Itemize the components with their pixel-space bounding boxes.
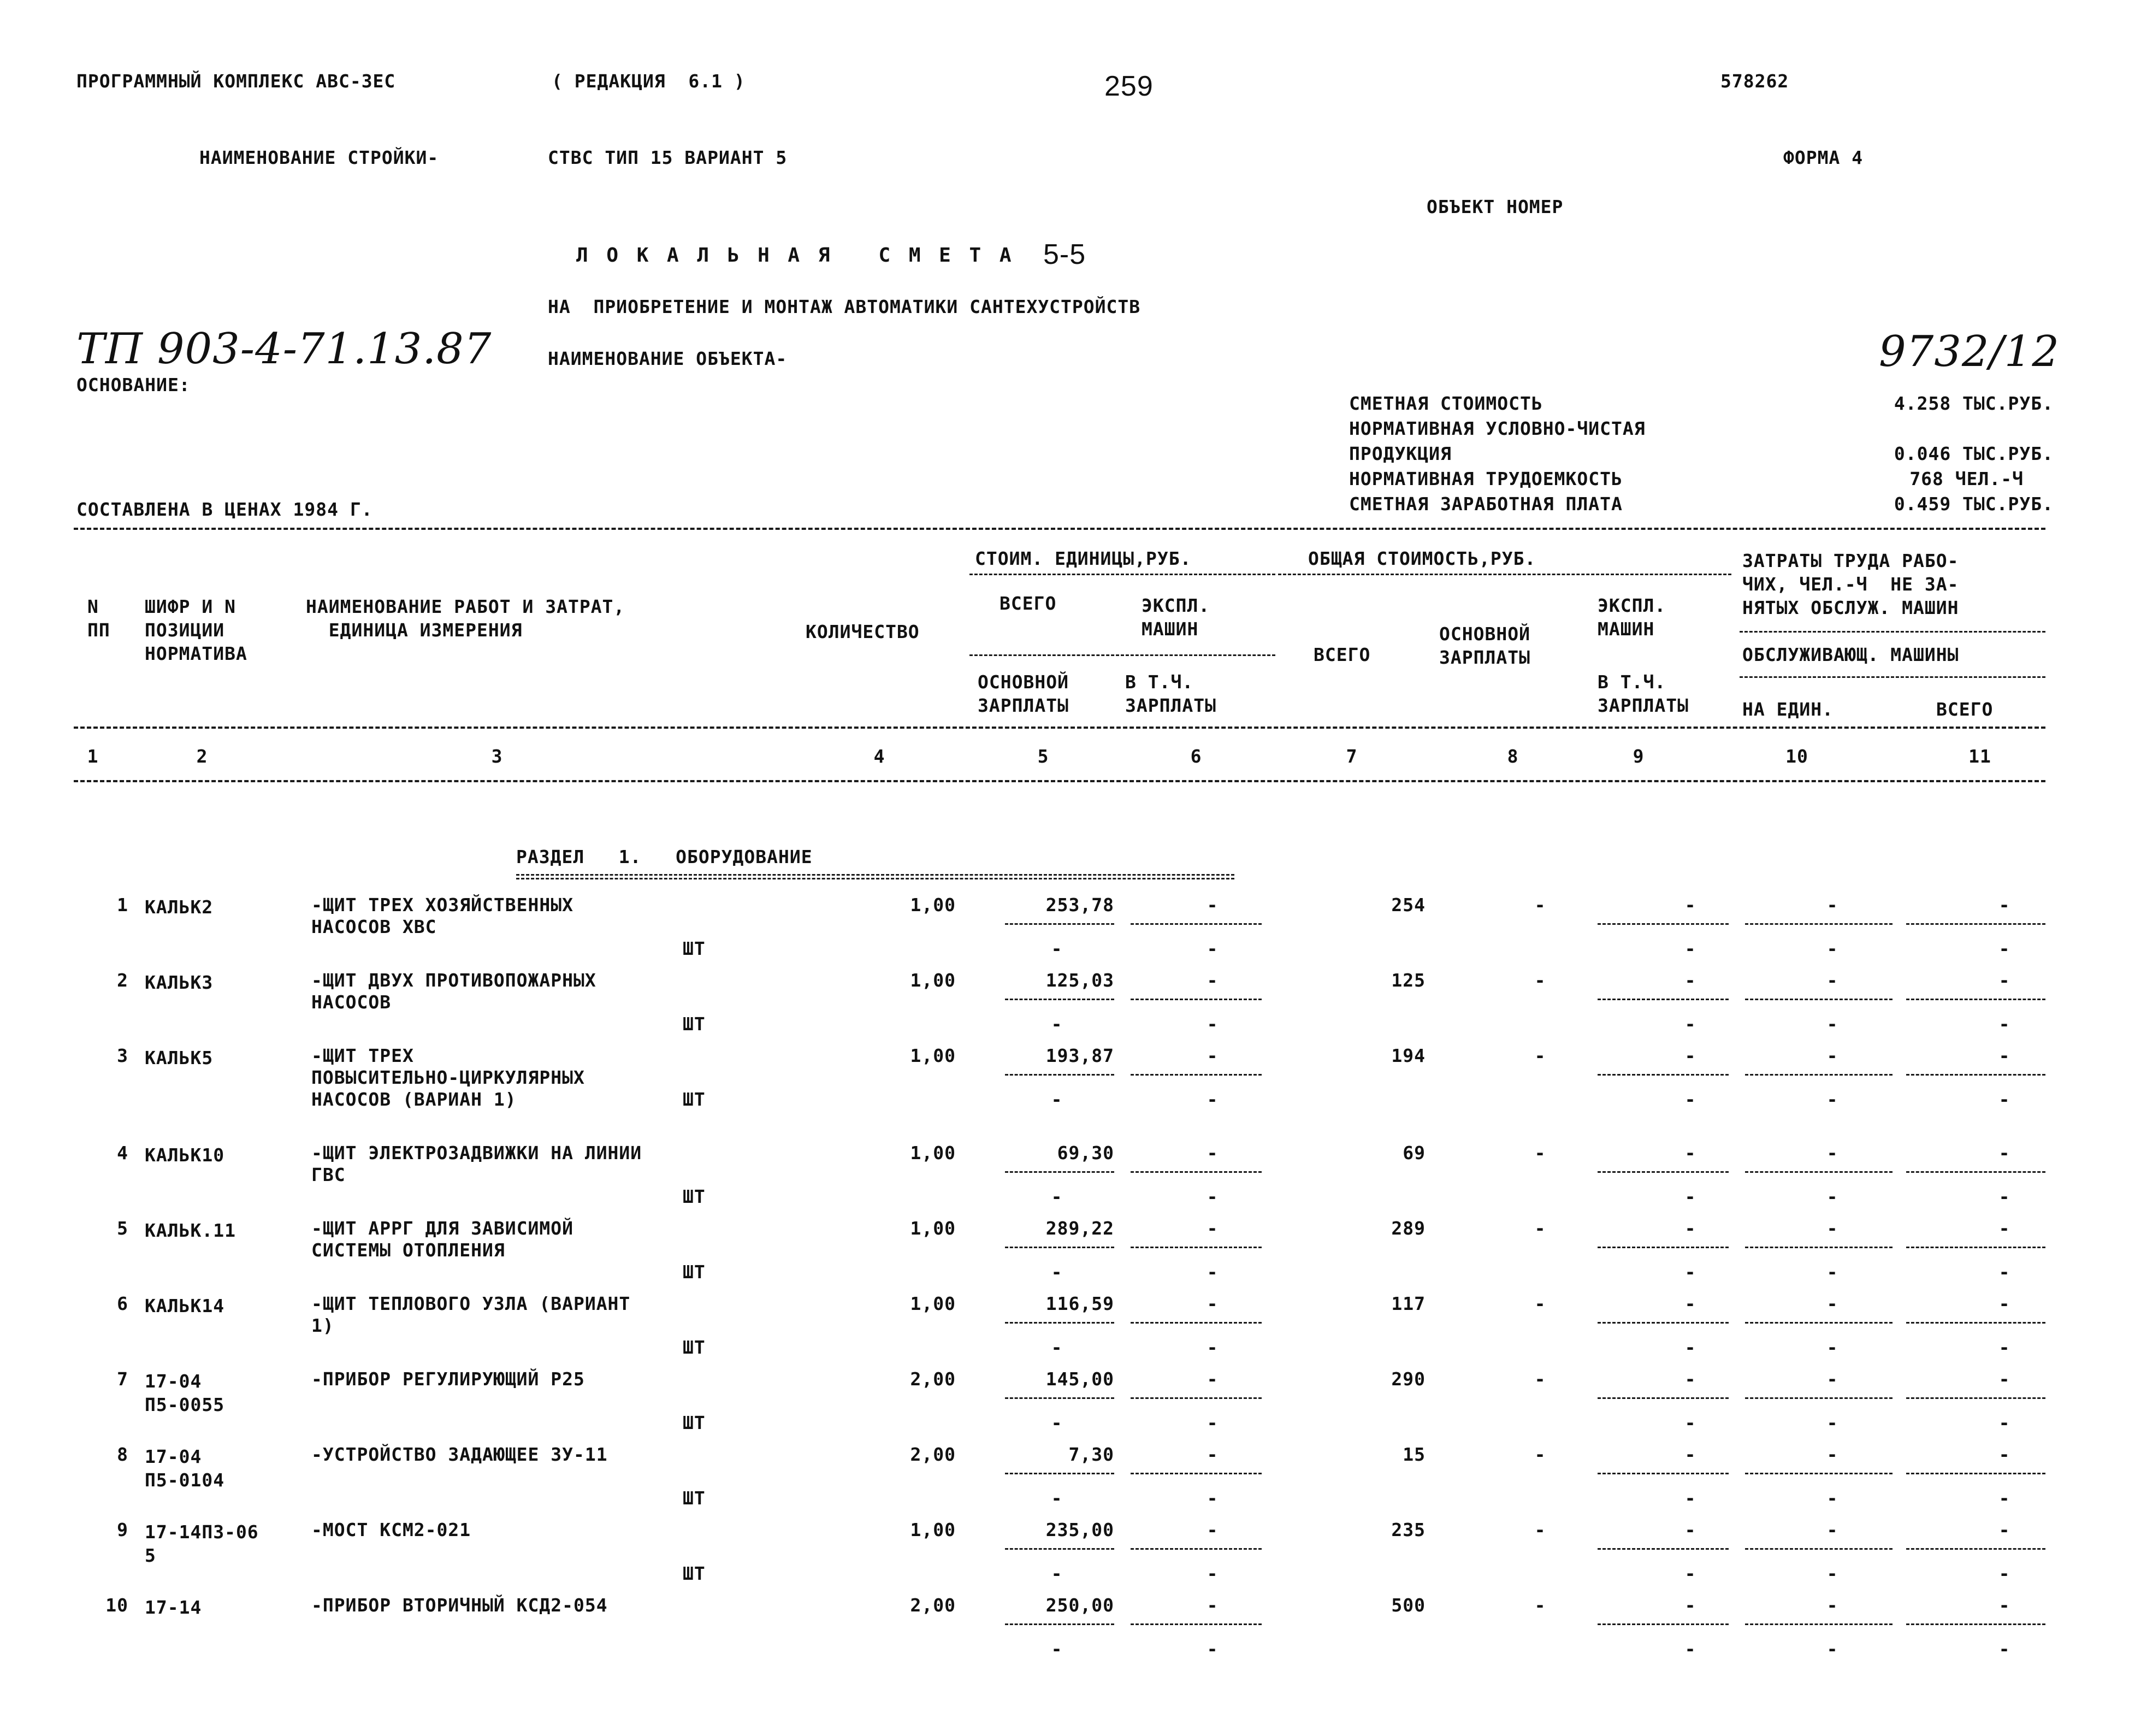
header-labor-per-unit: НА ЕДИН. xyxy=(1742,699,1834,720)
column-number: 7 xyxy=(1346,746,1358,767)
row-total-machines: - xyxy=(1684,1142,1696,1164)
row-rule xyxy=(1131,999,1262,1000)
header-mid-rule xyxy=(74,727,2045,729)
row-code: 17-04 П5-0104 xyxy=(145,1446,225,1491)
document-code: 578262 xyxy=(1720,70,1789,92)
row-unit-machines: - xyxy=(1207,1142,1219,1164)
row-number: 10 xyxy=(105,1595,128,1616)
row-machine-per-unit: - xyxy=(1826,1412,1838,1433)
rule xyxy=(969,574,1275,575)
row-incl-wage: - xyxy=(1684,1013,1696,1035)
row-unit: ШТ xyxy=(683,1487,706,1509)
row-rule xyxy=(1598,999,1729,1000)
page-number: 259 xyxy=(1104,70,1154,102)
column-number: 5 xyxy=(1037,746,1049,767)
row-unit-wage: - xyxy=(1051,1337,1063,1358)
row-unit-price: 235,00 xyxy=(1045,1519,1114,1540)
row-total-wage: - xyxy=(1534,894,1546,916)
row-machine-total: - xyxy=(1998,1186,2010,1207)
row-machine-total: - xyxy=(1998,1412,2010,1433)
summary-value: 4.258 ТЫС.РУБ. xyxy=(1894,393,2054,414)
row-unit: ШТ xyxy=(683,1337,706,1358)
row-labor-per-unit: - xyxy=(1826,1519,1838,1540)
row-labor-per-unit: - xyxy=(1826,1293,1838,1314)
row-unit-machines: - xyxy=(1207,894,1219,916)
column-number: 3 xyxy=(491,746,503,767)
row-rule xyxy=(1598,1623,1729,1625)
row-rule xyxy=(1745,999,1893,1000)
row-name-line: -ЩИТ АРРГ ДЛЯ ЗАВИСИМОЙ xyxy=(311,1218,573,1239)
construction-value: СТВС ТИП 15 ВАРИАНТ 5 xyxy=(548,147,788,168)
row-number: 9 xyxy=(117,1519,128,1540)
header-total-incl-wage: В Т.Ч. ЗАРПЛАТЫ xyxy=(1598,671,1689,716)
row-number: 6 xyxy=(117,1293,128,1314)
row-rule xyxy=(1131,1247,1262,1248)
row-total: 69 xyxy=(1403,1142,1426,1164)
row-rule xyxy=(1598,1397,1729,1399)
row-machine-per-unit: - xyxy=(1826,1089,1838,1110)
row-name-line: -ЩИТ ЭЛЕКТРОЗАДВИЖКИ НА ЛИНИИ xyxy=(311,1142,642,1164)
row-rule xyxy=(1598,1074,1729,1076)
row-quantity: 2,00 xyxy=(910,1444,956,1465)
row-unit: ШТ xyxy=(683,1563,706,1584)
column-number: 2 xyxy=(196,746,208,767)
row-unit-machines: - xyxy=(1207,1519,1219,1540)
row-rule xyxy=(1906,1247,2045,1248)
row-unit-wage: - xyxy=(1051,1412,1063,1433)
row-unit-incl-wage: - xyxy=(1207,1089,1219,1110)
header-total-base-wage: ОСНОВНОЙ ЗАРПЛАТЫ xyxy=(1439,623,1530,668)
handwritten-archive-number: 9732/12 xyxy=(1879,327,2060,376)
row-name-line: 1) xyxy=(311,1315,334,1336)
row-quantity: 1,00 xyxy=(910,1218,956,1239)
row-rule xyxy=(1005,1074,1114,1076)
row-name-line: ПОВЫСИТЕЛЬНО-ЦИРКУЛЯРНЫХ xyxy=(311,1067,585,1088)
row-rule xyxy=(1598,1171,1729,1173)
row-unit-wage: - xyxy=(1051,1487,1063,1509)
rule xyxy=(1740,676,2045,678)
row-rule xyxy=(1131,923,1262,925)
row-total: 194 xyxy=(1391,1045,1426,1066)
prices-note: СОСТАВЛЕНА В ЦЕНАХ 1984 Г. xyxy=(76,499,373,520)
row-unit-incl-wage: - xyxy=(1207,1638,1219,1660)
row-total: 290 xyxy=(1391,1368,1426,1390)
row-quantity: 2,00 xyxy=(910,1368,956,1390)
row-total: 289 xyxy=(1391,1218,1426,1239)
header-col-name: НАИМЕНОВАНИЕ РАБОТ И ЗАТРАТ, ЕДИНИЦА ИЗМЕРЕНИЯ xyxy=(306,596,625,641)
row-incl-wage: - xyxy=(1684,1563,1696,1584)
header-labor-group: ЗАТРАТЫ ТРУДА РАБО- ЧИХ, ЧЕЛ.-Ч НЕ ЗА- НЯТЫХ ОБСЛУЖ. МАШИН xyxy=(1742,550,1959,618)
header-bottom-rule xyxy=(74,780,2045,782)
row-total-machines: - xyxy=(1684,894,1696,916)
object-number-label: ОБЪЕКТ НОМЕР xyxy=(1427,196,1564,217)
column-number: 6 xyxy=(1190,746,1202,767)
row-rule xyxy=(1745,1074,1893,1076)
row-rule xyxy=(1598,1473,1729,1474)
row-total: 500 xyxy=(1391,1595,1426,1616)
summary-value: 0.046 ТЫС.РУБ. xyxy=(1894,443,2054,464)
row-name-line: НАСОСОВ ХВС xyxy=(311,916,437,937)
row-labor-per-unit: - xyxy=(1826,1595,1838,1616)
row-labor-total: - xyxy=(1998,1444,2010,1465)
summary-label: НОРМАТИВНАЯ ТРУДОЕМКОСТЬ xyxy=(1349,468,1623,489)
row-total: 235 xyxy=(1391,1519,1426,1540)
row-unit-machines: - xyxy=(1207,1293,1219,1314)
row-code: КАЛЬК2 xyxy=(145,896,214,918)
row-rule xyxy=(1005,1548,1114,1550)
summary-label: СМЕТНАЯ ЗАРАБОТНАЯ ПЛАТА xyxy=(1349,493,1623,515)
row-unit-price: 193,87 xyxy=(1045,1045,1114,1066)
summary-label: ПРОДУКЦИЯ xyxy=(1349,443,1452,464)
row-unit-incl-wage: - xyxy=(1207,1261,1219,1283)
column-number: 9 xyxy=(1633,746,1645,767)
row-unit: ШТ xyxy=(683,1013,706,1035)
row-rule xyxy=(1598,1322,1729,1324)
row-rule xyxy=(1745,1322,1893,1324)
estimate-subtitle: НА ПРИОБРЕТЕНИЕ И МОНТАЖ АВТОМАТИКИ САНТЕХУСТРОЙСТВ xyxy=(548,296,1141,317)
row-code: КАЛЬК14 xyxy=(145,1295,225,1316)
row-rule xyxy=(1906,1623,2045,1625)
section-underline xyxy=(516,874,1234,879)
program-name: ПРОГРАММНЫЙ КОМПЛЕКС АВС-3ЕС xyxy=(76,70,396,92)
row-total-wage: - xyxy=(1534,1142,1546,1164)
row-number: 3 xyxy=(117,1045,128,1066)
row-rule xyxy=(1131,1623,1262,1625)
row-rule xyxy=(1005,1171,1114,1173)
row-machine-per-unit: - xyxy=(1826,1487,1838,1509)
row-unit-machines: - xyxy=(1207,1368,1219,1390)
estimate-number: 5-5 xyxy=(1043,239,1086,270)
row-rule xyxy=(1745,923,1893,925)
row-incl-wage: - xyxy=(1684,1638,1696,1660)
row-unit-incl-wage: - xyxy=(1207,1487,1219,1509)
row-name-line: НАСОСОВ (ВАРИАН 1) xyxy=(311,1089,517,1110)
row-machine-total: - xyxy=(1998,1487,2010,1509)
row-rule xyxy=(1745,1247,1893,1248)
row-unit: ШТ xyxy=(683,1261,706,1283)
row-name-line: -ЩИТ ДВУХ ПРОТИВОПОЖАРНЫХ xyxy=(311,970,596,991)
row-unit-wage: - xyxy=(1051,1089,1063,1110)
header-col-quantity: КОЛИЧЕСТВО xyxy=(806,621,920,642)
row-name-line: -ЩИТ ТЕПЛОВОГО УЗЛА (ВАРИАНТ xyxy=(311,1293,631,1314)
row-code: КАЛЬК.11 xyxy=(145,1220,236,1241)
row-labor-per-unit: - xyxy=(1826,1142,1838,1164)
header-unit-incl-wage: В Т.Ч. ЗАРПЛАТЫ xyxy=(1125,671,1216,716)
summary-value: 768 ЧЕЛ.-Ч xyxy=(1909,468,2024,489)
row-total-wage: - xyxy=(1534,970,1546,991)
column-number: 4 xyxy=(873,746,885,767)
edition-label: ( РЕДАКЦИЯ 6.1 ) xyxy=(552,70,746,92)
row-name-line: -ПРИБОР РЕГУЛИРУЮЩИЙ Р25 xyxy=(311,1368,585,1390)
row-rule xyxy=(1598,1548,1729,1550)
row-unit-machines: - xyxy=(1207,1045,1219,1066)
row-rule xyxy=(1745,1473,1893,1474)
row-machine-per-unit: - xyxy=(1826,938,1838,959)
row-total-machines: - xyxy=(1684,1218,1696,1239)
row-quantity: 1,00 xyxy=(910,1142,956,1164)
row-machine-total: - xyxy=(1998,1013,2010,1035)
row-unit-wage: - xyxy=(1051,938,1063,959)
row-unit-wage: - xyxy=(1051,1013,1063,1035)
row-name-line: -МОСТ КСМ2-021 xyxy=(311,1519,471,1540)
row-rule xyxy=(1005,999,1114,1000)
row-rule xyxy=(1131,1171,1262,1173)
row-labor-total: - xyxy=(1998,1142,2010,1164)
row-machine-per-unit: - xyxy=(1826,1186,1838,1207)
basis-label: ОСНОВАНИЕ: xyxy=(76,374,191,395)
row-number: 8 xyxy=(117,1444,128,1465)
row-labor-per-unit: - xyxy=(1826,1045,1838,1066)
row-total-wage: - xyxy=(1534,1293,1546,1314)
row-rule xyxy=(1906,1322,2045,1324)
row-total: 125 xyxy=(1391,970,1426,991)
construction-label: НАИМЕНОВАНИЕ СТРОЙКИ- xyxy=(199,147,439,168)
row-rule xyxy=(1745,1623,1893,1625)
row-total-machines: - xyxy=(1684,1045,1696,1066)
row-machine-total: - xyxy=(1998,1089,2010,1110)
row-rule xyxy=(1131,1548,1262,1550)
row-number: 5 xyxy=(117,1218,128,1239)
row-unit: ШТ xyxy=(683,1186,706,1207)
row-quantity: 1,00 xyxy=(910,1293,956,1314)
row-rule xyxy=(1745,1171,1893,1173)
row-incl-wage: - xyxy=(1684,1089,1696,1110)
row-unit-price: 253,78 xyxy=(1045,894,1114,916)
row-unit-incl-wage: - xyxy=(1207,1013,1219,1035)
row-quantity: 1,00 xyxy=(910,970,956,991)
section-title: РАЗДЕЛ 1. ОБОРУДОВАНИЕ xyxy=(516,846,813,867)
row-incl-wage: - xyxy=(1684,1487,1696,1509)
row-unit-incl-wage: - xyxy=(1207,1563,1219,1584)
row-name-line: -ПРИБОР ВТОРИЧНЫЙ КСД2-054 xyxy=(311,1595,608,1616)
row-unit-incl-wage: - xyxy=(1207,938,1219,959)
row-labor-total: - xyxy=(1998,1045,2010,1066)
row-machine-total: - xyxy=(1998,1261,2010,1283)
row-rule xyxy=(1131,1322,1262,1324)
row-unit-incl-wage: - xyxy=(1207,1337,1219,1358)
row-number: 4 xyxy=(117,1142,128,1164)
column-number: 8 xyxy=(1507,746,1519,767)
row-total-machines: - xyxy=(1684,1444,1696,1465)
row-unit-wage: - xyxy=(1051,1638,1063,1660)
row-machine-total: - xyxy=(1998,1638,2010,1660)
row-code: КАЛЬК3 xyxy=(145,972,214,993)
row-rule xyxy=(1005,923,1114,925)
row-unit-machines: - xyxy=(1207,1444,1219,1465)
row-unit: ШТ xyxy=(683,1089,706,1110)
row-name-line: -ЩИТ ТРЕХ xyxy=(311,1045,414,1066)
header-labor-total: ВСЕГО xyxy=(1936,699,1994,720)
summary-label: СМЕТНАЯ СТОИМОСТЬ xyxy=(1349,393,1543,414)
row-rule xyxy=(1906,1171,2045,1173)
row-number: 1 xyxy=(117,894,128,916)
row-unit-price: 289,22 xyxy=(1045,1218,1114,1239)
row-labor-total: - xyxy=(1998,970,2010,991)
row-unit-price: 250,00 xyxy=(1045,1595,1114,1616)
row-name-line: ГВС xyxy=(311,1164,346,1185)
row-incl-wage: - xyxy=(1684,1261,1696,1283)
header-unit-cost-group: СТОИМ. ЕДИНИЦЫ,РУБ. xyxy=(975,548,1192,569)
row-total: 254 xyxy=(1391,894,1426,916)
column-number: 11 xyxy=(1968,746,1991,767)
row-name-line: СИСТЕМЫ ОТОПЛЕНИЯ xyxy=(311,1239,505,1261)
header-col-code: ШИФР И N ПОЗИЦИИ НОРМАТИВА xyxy=(145,596,247,664)
row-machine-total: - xyxy=(1998,938,2010,959)
row-total-machines: - xyxy=(1684,970,1696,991)
header-labor-machines: ОБСЛУЖИВАЮЩ. МАШИНЫ xyxy=(1742,644,1959,665)
row-total-wage: - xyxy=(1534,1368,1546,1390)
row-rule xyxy=(1745,1397,1893,1399)
row-total-machines: - xyxy=(1684,1368,1696,1390)
header-unit-base-wage: ОСНОВНОЙ ЗАРПЛАТЫ xyxy=(978,671,1069,716)
row-total-machines: - xyxy=(1684,1293,1696,1314)
header-total-machines: ЭКСПЛ. МАШИН xyxy=(1598,595,1666,640)
row-incl-wage: - xyxy=(1684,1337,1696,1358)
row-unit-wage: - xyxy=(1051,1186,1063,1207)
row-labor-total: - xyxy=(1998,1368,2010,1390)
header-unit-machines: ЭКСПЛ. МАШИН xyxy=(1142,595,1210,640)
row-total-wage: - xyxy=(1534,1595,1546,1616)
row-rule xyxy=(1005,1473,1114,1474)
row-labor-total: - xyxy=(1998,1519,2010,1540)
row-rule xyxy=(1005,1322,1114,1324)
header-total-all: ВСЕГО xyxy=(1314,644,1371,665)
row-total-wage: - xyxy=(1534,1218,1546,1239)
row-labor-total: - xyxy=(1998,1595,2010,1616)
row-unit-price: 69,30 xyxy=(1057,1142,1114,1164)
row-labor-per-unit: - xyxy=(1826,1218,1838,1239)
row-machine-per-unit: - xyxy=(1826,1337,1838,1358)
row-incl-wage: - xyxy=(1684,938,1696,959)
form-label: ФОРМА 4 xyxy=(1783,147,1864,168)
row-incl-wage: - xyxy=(1684,1186,1696,1207)
row-unit-price: 125,03 xyxy=(1045,970,1114,991)
row-quantity: 1,00 xyxy=(910,1045,956,1066)
row-unit-incl-wage: - xyxy=(1207,1186,1219,1207)
header-col-number: N ПП xyxy=(87,596,110,641)
column-number: 1 xyxy=(87,746,99,767)
row-labor-total: - xyxy=(1998,1293,2010,1314)
row-number: 7 xyxy=(117,1368,128,1390)
row-name-line: НАСОСОВ xyxy=(311,991,392,1013)
row-rule xyxy=(1598,1247,1729,1248)
row-total: 117 xyxy=(1391,1293,1426,1314)
row-unit-incl-wage: - xyxy=(1207,1412,1219,1433)
row-code: 17-04 П5-0055 xyxy=(145,1371,225,1415)
row-rule xyxy=(1005,1397,1114,1399)
row-rule xyxy=(1906,1397,2045,1399)
row-total-machines: - xyxy=(1684,1595,1696,1616)
row-rule xyxy=(1131,1397,1262,1399)
row-rule xyxy=(1131,1074,1262,1076)
column-number: 10 xyxy=(1785,746,1808,767)
row-unit-price: 7,30 xyxy=(1068,1444,1114,1465)
row-incl-wage: - xyxy=(1684,1412,1696,1433)
row-unit-machines: - xyxy=(1207,1595,1219,1616)
estimate-title: Л О К А Л Ь Н А Я С М Е Т А xyxy=(576,244,1015,267)
row-rule xyxy=(1005,1623,1114,1625)
row-quantity: 1,00 xyxy=(910,894,956,916)
row-machine-total: - xyxy=(1998,1563,2010,1584)
row-unit: ШТ xyxy=(683,1412,706,1433)
row-rule xyxy=(1906,999,2045,1000)
row-code: 17-14 xyxy=(145,1597,202,1618)
summary-label: НОРМАТИВНАЯ УСЛОВНО-ЧИСТАЯ xyxy=(1349,418,1646,439)
row-total-wage: - xyxy=(1534,1045,1546,1066)
rule xyxy=(1278,574,1731,575)
rule xyxy=(1740,631,2045,633)
row-machine-per-unit: - xyxy=(1826,1261,1838,1283)
row-rule xyxy=(1745,1548,1893,1550)
row-machine-total: - xyxy=(1998,1337,2010,1358)
row-name-line: -ЩИТ ТРЕХ ХОЗЯЙСТВЕННЫХ xyxy=(311,894,573,916)
row-rule xyxy=(1131,1473,1262,1474)
row-machine-per-unit: - xyxy=(1826,1563,1838,1584)
row-code: КАЛЬК5 xyxy=(145,1047,214,1068)
row-rule xyxy=(1005,1247,1114,1248)
row-total-machines: - xyxy=(1684,1519,1696,1540)
row-labor-total: - xyxy=(1998,1218,2010,1239)
row-labor-per-unit: - xyxy=(1826,1368,1838,1390)
row-labor-per-unit: - xyxy=(1826,894,1838,916)
row-total-wage: - xyxy=(1534,1444,1546,1465)
rule xyxy=(969,654,1275,656)
row-unit-machines: - xyxy=(1207,970,1219,991)
row-unit-wage: - xyxy=(1051,1563,1063,1584)
handwritten-project-code: ТП 903-4-71.13.87 xyxy=(76,324,492,374)
row-machine-per-unit: - xyxy=(1826,1013,1838,1035)
row-code: КАЛЬК10 xyxy=(145,1144,225,1166)
row-unit-wage: - xyxy=(1051,1261,1063,1283)
row-quantity: 2,00 xyxy=(910,1595,956,1616)
row-unit: ШТ xyxy=(683,938,706,959)
row-code: 17-14П3-06 5 xyxy=(145,1521,259,1566)
row-total: 15 xyxy=(1403,1444,1426,1465)
row-rule xyxy=(1598,923,1729,925)
row-labor-per-unit: - xyxy=(1826,1444,1838,1465)
row-labor-per-unit: - xyxy=(1826,970,1838,991)
row-number: 2 xyxy=(117,970,128,991)
row-quantity: 1,00 xyxy=(910,1519,956,1540)
row-unit-price: 145,00 xyxy=(1045,1368,1114,1390)
row-rule xyxy=(1906,1473,2045,1474)
object-name-label: НАИМЕНОВАНИЕ ОБЪЕКТА- xyxy=(548,348,788,369)
row-unit-machines: - xyxy=(1207,1218,1219,1239)
row-machine-per-unit: - xyxy=(1826,1638,1838,1660)
row-unit-price: 116,59 xyxy=(1045,1293,1114,1314)
row-name-line: -УСТРОЙСТВО ЗАДАЮЩЕЕ ЗУ-11 xyxy=(311,1444,608,1465)
row-labor-total: - xyxy=(1998,894,2010,916)
header-unit-total: ВСЕГО xyxy=(1000,593,1057,614)
row-rule xyxy=(1906,1074,2045,1076)
header-top-rule xyxy=(74,528,2045,530)
summary-value: 0.459 ТЫС.РУБ. xyxy=(1894,493,2054,515)
row-rule xyxy=(1906,923,2045,925)
row-rule xyxy=(1906,1548,2045,1550)
header-total-cost-group: ОБЩАЯ СТОИМОСТЬ,РУБ. xyxy=(1308,548,1536,569)
row-total-wage: - xyxy=(1534,1519,1546,1540)
